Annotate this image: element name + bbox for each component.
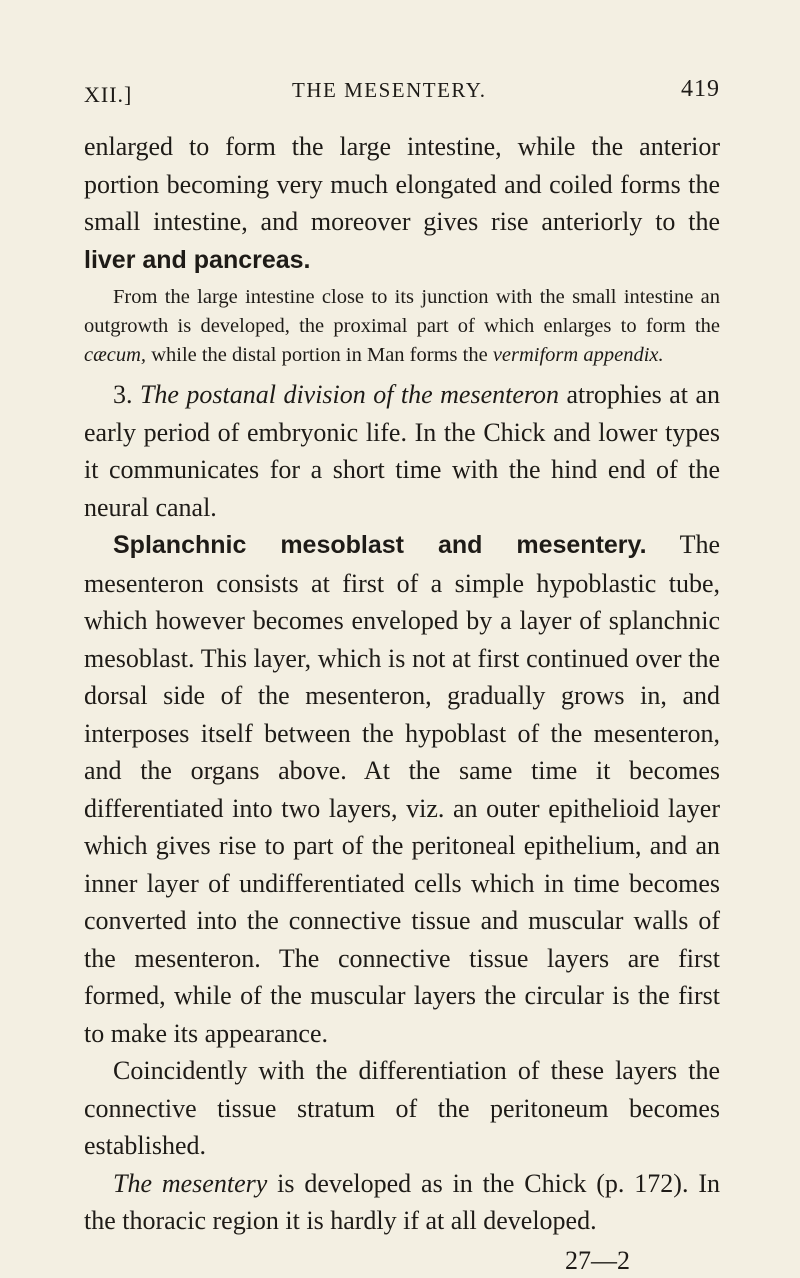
- p3-heading: The postanal division of the mesenteron: [139, 380, 560, 409]
- paragraph-1: [84, 128, 720, 279]
- p4-heading: Splanchnic mesoblast and mesentery.: [113, 531, 647, 559]
- p2-term-caecum: cæcum,: [84, 344, 147, 366]
- signature-mark: 27—2: [565, 1245, 630, 1275]
- p2-text-a: From the large intestine close to its junction with the small intestine an outgrowth is developed, the proximal part of which enlarges to form the: [84, 286, 720, 337]
- p1-text: enlarged to form the large intestine, while the anterior portion becoming very much elongated and coiled forms the small intestine, and moreover gives rise anteriorly to the: [84, 132, 720, 236]
- running-title: THE MESENTERY.: [292, 78, 487, 102]
- paragraph-5: Coincidently with the differentiation of these layers the connective tissue stratum of the peritoneum becomes established.: [84, 1056, 720, 1160]
- p4-text: The mesenteron consists at first of a simple hypoblastic tube, which however becomes enveloped by a layer of splanchnic mesoblast. This layer, which is not at first continued over the dorsal side of the mesenteron, gradually grows in, and interposes itself between the hypoblast of the mesenteron, and the organs above. At the same time it becomes differentiated into two layers, viz. an outer epithelioid layer which gives rise to part of the peritoneal epithelium, and an inner layer of undifferentiated cells which in time becomes converted into the connective tissue and muscular walls of the mesenteron. The connective tissue layers are first formed, while of the muscular layers the circular is the first to make its appearance.: [84, 530, 721, 1048]
- p2-term-appendix: vermiform appendix.: [492, 344, 664, 366]
- body-text: [84, 128, 720, 1278]
- paragraph-4: [84, 526, 720, 1052]
- p1-bold-term: liver and pancreas.: [84, 245, 311, 274]
- p3-text: atrophies at an early period of embryonic life. In the Chick and lower types it communicates for a short time with the hind end of the neural canal.: [84, 380, 721, 522]
- paragraph-3: [84, 376, 720, 526]
- running-head: [84, 76, 720, 110]
- p6-heading: The mesentery: [113, 1168, 268, 1198]
- p6-text: is developed as in the Chick (p. 172). In the thoracic region it is hardly if at all developed.: [84, 1168, 720, 1235]
- page-number: 419: [681, 76, 720, 102]
- paragraph-6: [84, 1165, 720, 1240]
- p2-text-c: while the distal portion in Man forms the: [146, 344, 493, 366]
- p3-number: 3.: [113, 380, 140, 409]
- paragraph-2: [84, 283, 720, 370]
- chapter-number: XII.]: [84, 82, 133, 107]
